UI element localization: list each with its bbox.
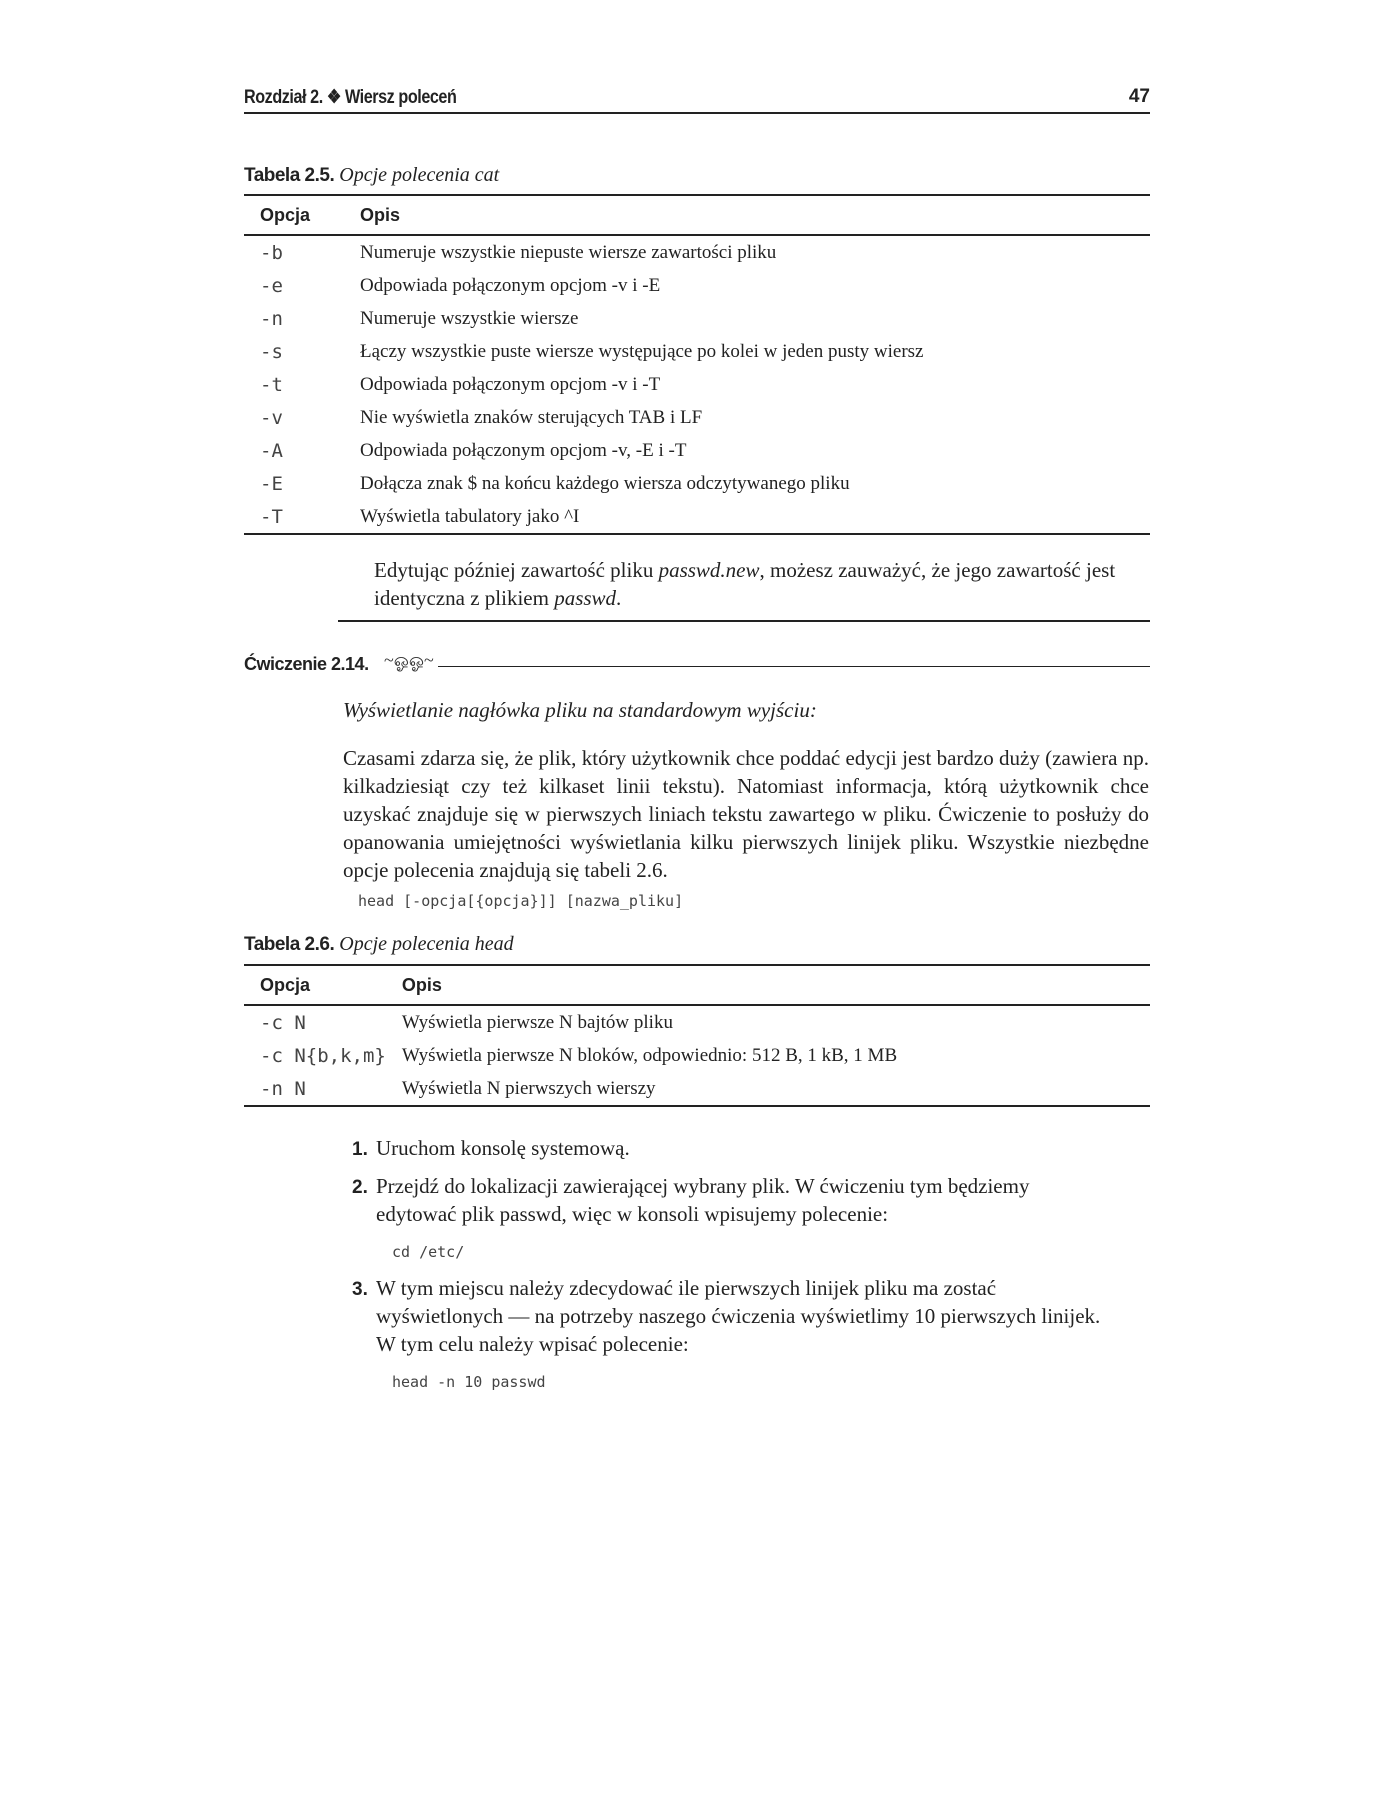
step-item <box>352 1274 1112 1391</box>
option-cell: -n <box>260 307 283 330</box>
table-caption-text: Opcje polecenia head <box>339 933 514 955</box>
table-caption <box>244 164 499 187</box>
option-cell: -t <box>260 373 283 396</box>
table-row <box>244 335 1150 368</box>
option-cell: -b <box>260 241 283 264</box>
table-header-row <box>244 965 1150 1005</box>
description-cell: Wyświetla tabulatory jako ^I <box>344 500 1150 534</box>
description-cell: Wyświetla pierwsze N bloków, odpowiednio: 512 B, 1 kB, 1 MB <box>401 1044 898 1066</box>
table-row <box>244 302 1150 335</box>
step-body <box>376 1172 1112 1266</box>
description-cell: Odpowiada połączonym opcjom -v, -E i -T <box>360 439 687 461</box>
option-cell: -E <box>260 472 283 495</box>
head-options-table <box>244 964 1150 1107</box>
table-caption <box>244 933 514 956</box>
column-header-option: Opcja <box>244 195 344 235</box>
table-row <box>244 1039 1150 1072</box>
step-item <box>352 1172 1112 1261</box>
step-item <box>352 1134 1112 1164</box>
table-row <box>244 269 1150 302</box>
description-cell: Numeruje wszystkie wiersze <box>360 307 579 329</box>
option-cell: -A <box>260 439 283 462</box>
command-code: cd /etc/ <box>392 1243 465 1261</box>
description-cell: Numeruje wszystkie niepuste wiersze zawartości pliku <box>360 241 777 263</box>
exercise-rule <box>380 666 1150 667</box>
filename: passwd.new <box>658 558 760 582</box>
command-code: head -n 10 passwd <box>392 1373 546 1391</box>
cat-options-table <box>244 194 1150 535</box>
table-caption-label: Tabela 2.5. <box>244 165 335 186</box>
description-cell: Odpowiada połączonym opcjom -v i -E <box>360 274 661 296</box>
step-text: Przejdź do lokalizacji zawierającej wybrany plik. W ćwiczeniu tym będziemy edytować plik passwd, więc w konsoli wpisujemy polecenie: <box>376 1174 1030 1226</box>
table-header-row <box>244 195 1150 235</box>
table-row <box>244 500 1150 534</box>
description-cell: Wyświetla N pierwszych wierszy <box>386 1072 1150 1106</box>
running-header <box>244 86 1150 114</box>
option-cell: -T <box>244 500 344 534</box>
note-divider <box>338 620 1150 622</box>
note-text: , możesz zauważyć, że jego zawartość jest identyczna z plikiem <box>374 558 1116 610</box>
filename: passwd <box>554 586 617 610</box>
step-body <box>376 1134 1112 1162</box>
table-body <box>244 235 1150 534</box>
table-row <box>244 434 1150 467</box>
column-header-description: Opis <box>344 195 1150 235</box>
syntax-code: head [-opcja[{opcja}]] [nazwa_pliku] <box>358 892 684 910</box>
table-row <box>244 1072 1150 1106</box>
table-row <box>244 1005 1150 1039</box>
step-number: 1. <box>352 1139 368 1160</box>
step-text: W tym miejscu należy zdecydować ile pierwszych linijek pliku ma zostać wyświetlonych — na potrzeby naszego ćwiczenia wyświetlimy 10 pierwszych linijek. W tym celu należy wpisać polecenie: <box>376 1276 1101 1356</box>
description-cell: Dołącza znak $ na końcu każdego wiersza odczytywanego pliku <box>360 472 850 494</box>
exercise-subtitle: Wyświetlanie nagłówka pliku na standardowym wyjściu: <box>343 698 817 722</box>
description-cell: Nie wyświetla znaków sterujących TAB i LF <box>360 406 703 428</box>
step-number: 3. <box>352 1279 368 1300</box>
column-header-description: Opis <box>386 965 1150 1005</box>
table-caption-text: Opcje polecenia cat <box>339 164 500 186</box>
option-cell: -c N{b,k,m} <box>260 1044 386 1067</box>
exercise-label: Ćwiczenie 2.14. <box>244 654 369 674</box>
description-cell: Odpowiada połączonym opcjom -v i -T <box>360 373 661 395</box>
table-body <box>244 1005 1150 1106</box>
table-row <box>244 235 1150 269</box>
table-row <box>244 401 1150 434</box>
table-caption-label: Tabela 2.6. <box>244 934 335 955</box>
note-text: . <box>616 586 622 610</box>
note-text: Edytując później zawartość pliku <box>374 558 659 582</box>
option-cell: -c N <box>260 1011 306 1034</box>
option-cell: -n N <box>244 1072 386 1106</box>
description-cell: Łączy wszystkie puste wiersze występujące po kolei w jeden pusty wiersz <box>360 340 924 362</box>
page-number: 47 <box>1128 86 1150 107</box>
option-cell: -s <box>260 340 283 363</box>
note-paragraph <box>374 556 1150 612</box>
step-number: 2. <box>352 1177 368 1198</box>
step-text: Uruchom konsolę systemową. <box>376 1136 630 1160</box>
description-cell: Wyświetla pierwsze N bajtów pliku <box>401 1011 673 1033</box>
option-cell: -e <box>260 274 283 297</box>
ornament-icon: ~ஓஓ~ <box>380 650 438 673</box>
exercise-paragraph: Czasami zdarza się, że plik, który użytkownik chce poddać edycji jest bardzo duży (zawiera np. kilkadziesiąt czy też kilkaset linii tekstu). Natomiast informacja, którą użytkownik chce uzyskać znajduje się w pierwszych liniach tekstu zawartego w pliku. Ćwiczenie to posłuży do opanowania umiejętności wyświetlania kilku pierwszych linijek pliku. Wszystkie niezbędne opcje polecenia znajdują się tabeli 2.6. <box>343 746 1149 882</box>
table-row <box>244 467 1150 500</box>
table-row <box>244 368 1150 401</box>
step-body <box>376 1274 1112 1396</box>
option-cell: -v <box>260 406 283 429</box>
chapter-title: Rozdział 2. ❖ Wiersz poleceń <box>244 87 457 108</box>
column-header-option: Opcja <box>244 965 386 1005</box>
